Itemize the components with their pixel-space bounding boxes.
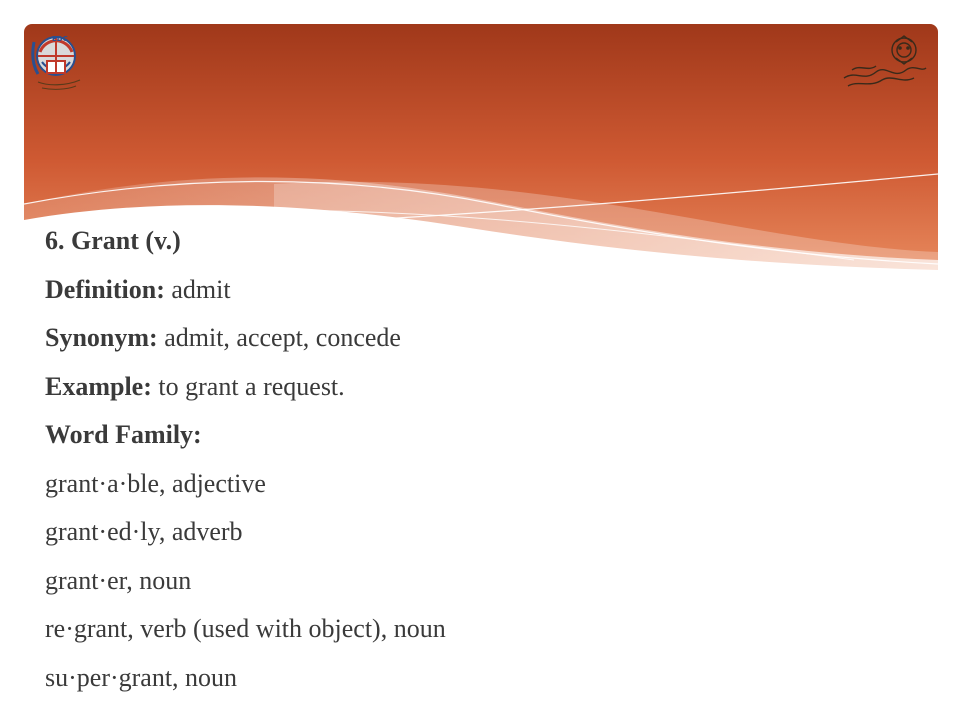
word-family-line	[45, 411, 905, 460]
word-family-label: Word Family:	[45, 420, 202, 449]
entry-title: 6. Grant (v.)	[45, 226, 181, 255]
synonym-label: Synonym:	[45, 323, 158, 352]
word-family-item	[45, 654, 905, 703]
word-family-item	[45, 460, 905, 509]
word-family-item	[45, 508, 905, 557]
slide-body	[45, 217, 905, 702]
example-label: Example:	[45, 371, 152, 401]
word-family-item-text: grant·a·ble, adjective	[45, 468, 266, 498]
definition-value: admit	[171, 274, 231, 304]
word-family-item-text: re·grant, verb (used with object), noun	[45, 614, 446, 643]
example-value: to grant a request.	[158, 371, 345, 401]
word-family-item-text: su·per·grant, noun	[45, 662, 238, 692]
synonym-line	[45, 314, 905, 363]
edc-logo-icon	[30, 32, 86, 94]
word-family-item	[45, 605, 905, 654]
university-calligraphy-logo-icon	[842, 30, 928, 92]
word-family-item	[45, 557, 905, 606]
svg-text:EDC: EDC	[52, 35, 68, 43]
word-family-item-text: grant·ed·ly, adverb	[45, 517, 243, 546]
definition-label: Definition:	[45, 274, 165, 304]
word-family-item-text: grant·er, noun	[45, 565, 192, 595]
entry-title-line	[45, 217, 905, 266]
example-line	[45, 363, 905, 412]
definition-line	[45, 266, 905, 315]
synonym-value: admit, accept, concede	[164, 323, 401, 352]
